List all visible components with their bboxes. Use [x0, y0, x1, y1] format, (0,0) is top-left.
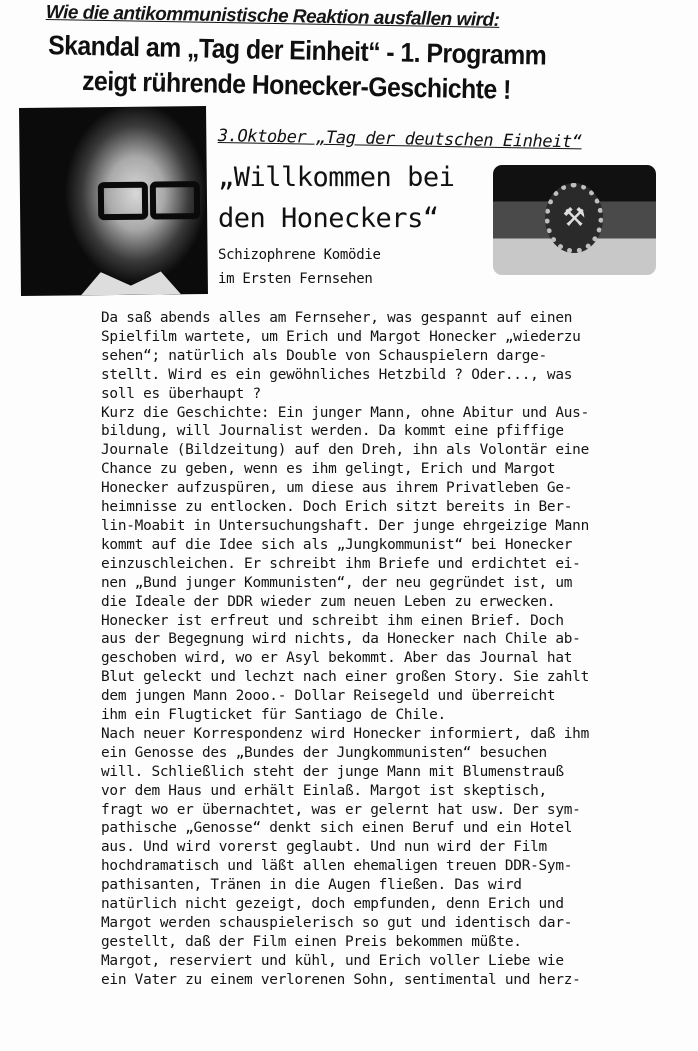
body-line: nen „Bund junger Kommunisten“, der neu gegründet ist, um — [101, 574, 573, 591]
body-line: Journale (Bildzeitung) auf den Dreh, ihn als Volontär eine — [101, 442, 590, 459]
body-line: ein Genosse des „Bundes der Jungkommunisten“ besuchen — [101, 744, 547, 761]
title-line-1: „Willkommen bei — [218, 162, 455, 193]
body-line: aus der Begegnung wird nichts, da Honecker nach Chile ab- — [101, 631, 581, 648]
body-line: Kurz die Geschichte: Ein junger Mann, ohne Abitur und Aus- — [101, 404, 590, 421]
body-line: Honecker ist erfreut und schreibt ihm einen Brief. Doch — [101, 612, 564, 629]
body-line: will. Schließlich steht der junge Mann mit Blumenstrauß — [101, 763, 564, 780]
body-line: Honecker aufzuspüren, um diese aus ihrem Privatleben Ge- — [101, 480, 573, 497]
body-line: Margot werden schauspielerisch so gut und identisch dar- — [101, 915, 573, 931]
body-line: geschoben wird, wo er Asyl bekommt. Aber das Journal hat — [101, 650, 573, 667]
ddr-flag-icon — [493, 165, 656, 275]
article-subtitle — [218, 243, 381, 291]
title-line-2: den Honeckers“ — [218, 203, 439, 234]
body-line: vor dem Haus und erhält Einlaß. Margot ist skeptisch, — [101, 782, 547, 799]
headline-line-2: zeigt rührende Honecker-Geschichte ! — [81, 65, 512, 105]
collar-shape — [81, 271, 181, 295]
body-line: die Ideale der DDR wieder zum neuen Leben zu erwecken. — [101, 593, 556, 610]
portrait-photo — [19, 106, 208, 296]
body-line: fragt wo er übernachtet, was er gelernt hat usw. Der sym- — [101, 801, 581, 818]
body-line: lin-Moabit in Untersuchungshaft. Der junge ehrgeizige Mann — [101, 517, 590, 534]
body-line: ein Vater zu einem verlorenen Sohn, sentimental und herz- — [101, 971, 581, 988]
body-line: Da saß abends alles am Fernseher, was gespannt auf einen — [101, 310, 573, 326]
headline — [39, 28, 556, 109]
article-body — [101, 309, 691, 990]
body-line: natürlich nicht gezeigt, doch empfunden, denn Erich und — [101, 896, 564, 913]
body-line: soll es überhaupt ? — [101, 385, 261, 402]
body-line: bildung, will Journalist werden. Da kommt eine pfiffige — [101, 423, 564, 440]
hammer-compass-emblem-icon: ⚒ — [545, 183, 603, 253]
body-line: hochdramatisch und läßt allen ehemaligen treuen DDR-Sym- — [101, 858, 573, 875]
body-line: Blut geleckt und lechzt nach einer großen Story. Sie zahlt — [101, 669, 590, 686]
article-title — [218, 157, 488, 239]
body-line: gestellt, daß der Film einen Preis bekommen müßte. — [101, 933, 522, 950]
body-line: heimnisse zu entlocken. Doch Erich sitzt bereits in Ber- — [101, 499, 573, 516]
body-line: Spielfilm wartete, um Erich und Margot Honecker „wiederzu — [101, 328, 581, 345]
date-line: 3.Oktober „Tag der deutschen Einheit“ — [217, 126, 582, 153]
headline-line-1: Skandal am „Tag der Einheit“ - 1. Programm — [47, 30, 547, 71]
body-line: pathische „Genosse“ denkt sich einen Beruf und ein Hotel — [101, 820, 573, 837]
kicker-line: Wie die antikommunistische Reaktion ausfallen wird: — [45, 2, 500, 31]
body-line: Margot, reserviert und kühl, und Erich voller Liebe wie — [101, 952, 564, 969]
body-line: Chance zu geben, wenn es ihm gelingt, Erich und Margot — [101, 461, 556, 478]
subtitle-line-2: im Ersten Fernsehen — [218, 271, 373, 287]
body-line: Nach neuer Korrespondenz wird Honecker informiert, daß ihm — [101, 725, 590, 742]
body-line: aus. Und wird vorerst geglaubt. Und nun wird der Film — [101, 839, 547, 856]
body-line: dem jungen Mann 2ooo.- Dollar Reisegeld und überreicht — [101, 688, 556, 705]
body-line: pathisanten, Tränen in die Augen fließen. Das wird — [101, 877, 522, 894]
glasses-shape — [98, 181, 198, 212]
body-line: einzuschleichen. Er schreibt ihm Briefe und erdichtet ei- — [101, 555, 581, 572]
body-line: sehen“; natürlich als Double von Schauspielern darge- — [101, 347, 547, 364]
body-line: ihm ein Flugticket für Santiago de Chile. — [101, 707, 446, 724]
subtitle-line-1: Schizophrene Komödie — [218, 247, 381, 263]
body-line: kommt auf die Idee sich als „Jungkommunist“ bei Honecker — [101, 536, 573, 553]
body-line: stellt. Wird es ein gewöhnliches Hetzbild ? Oder..., was — [101, 366, 573, 383]
